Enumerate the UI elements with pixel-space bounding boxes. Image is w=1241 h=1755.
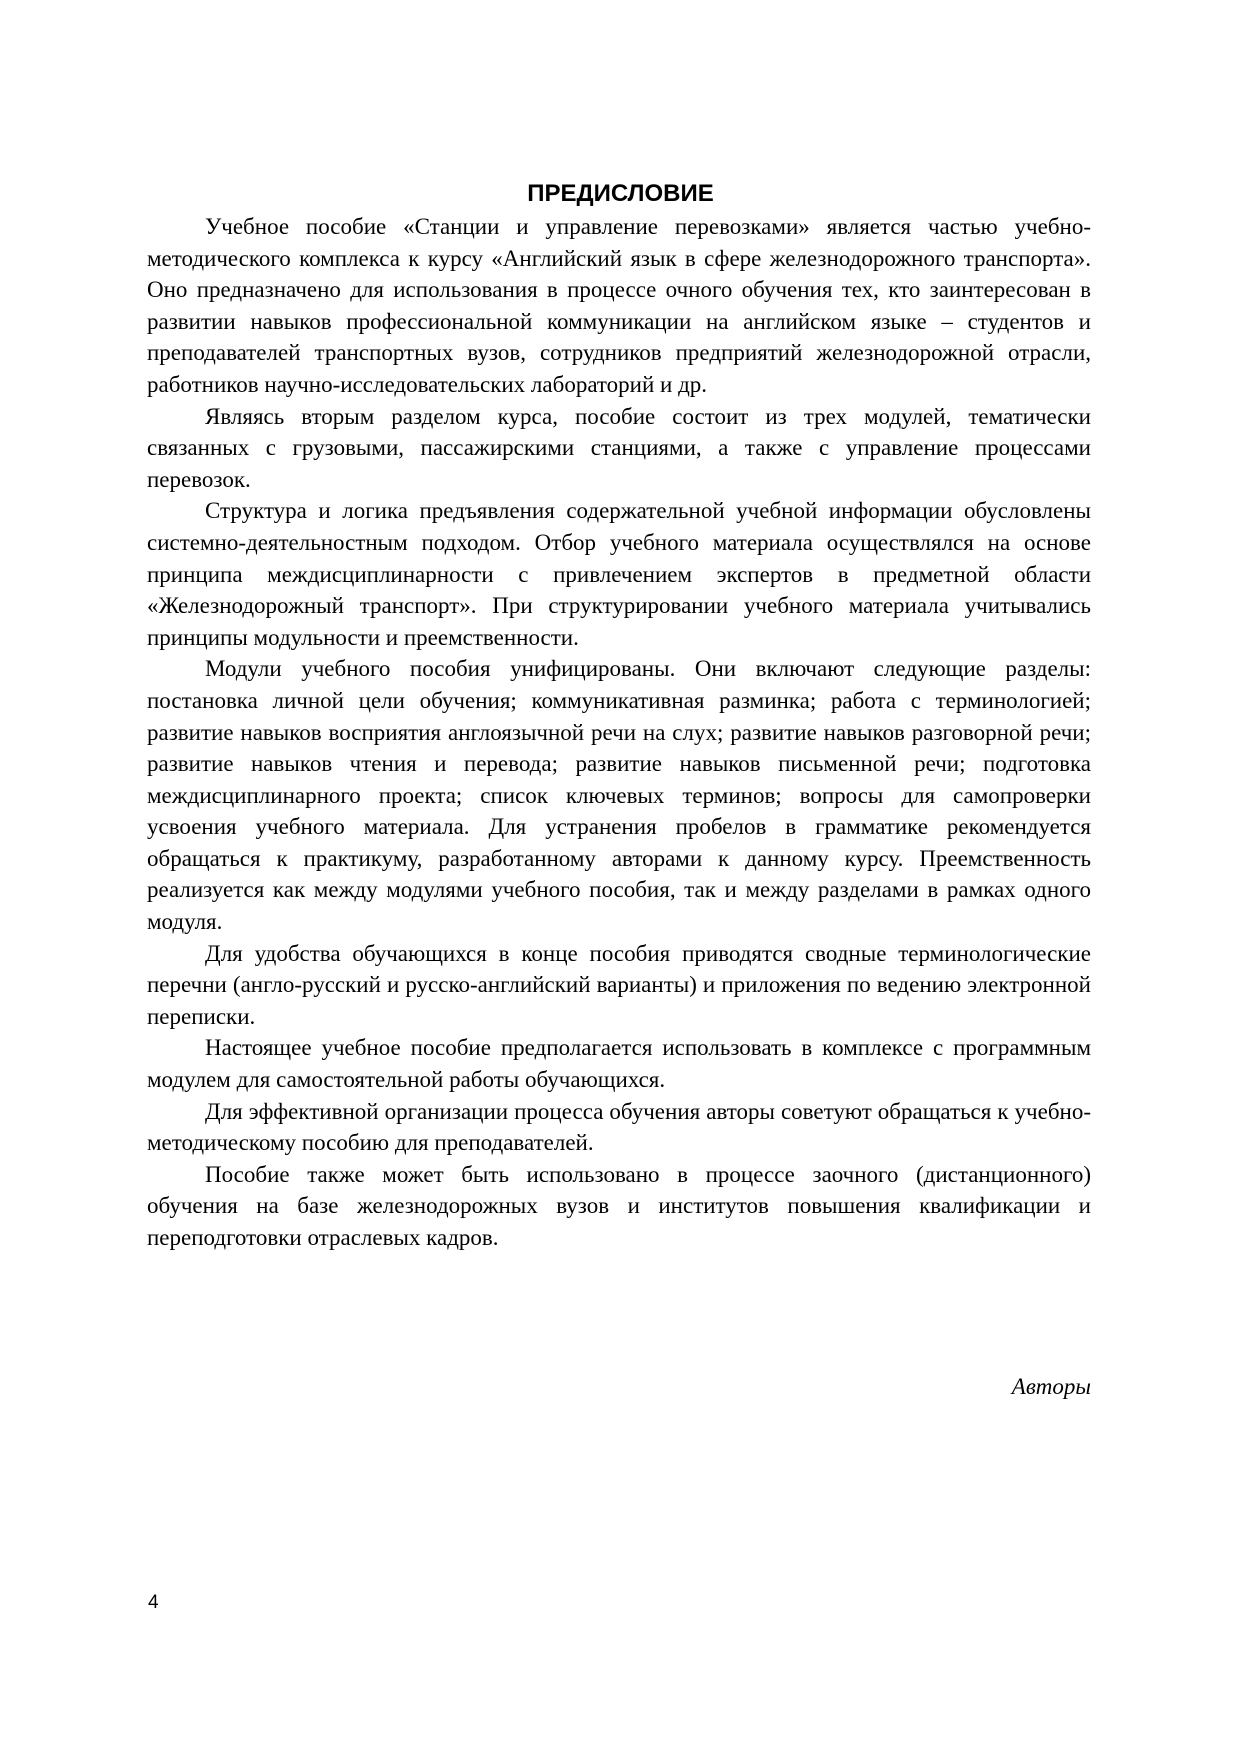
paragraph: Структура и логика предъявления содержательной учебной информации обусловлены системно-деятельностным подходом. Отбор учебного материала осуществлялся на основе принципа междисциплинарности с привлечением экспертов в предметной области «Железнодорожный транспорт». При структурировании учебного материала учитывались принципы модульности и преемственности. xyxy=(147,498,1091,650)
page-title: ПРЕДИСЛОВИЕ xyxy=(527,180,714,207)
paragraph: Учебное пособие «Станции и управление перевозками» является частью учебно-методического комплекса к курсу «Английский язык в сфере железнодорожного транспорта». Оно предназначено для использования в процессе очного обучения тех, кто заинтересован в развитии навыков профессиональной коммуникации на английском языке – студентов и преподавателей транспортных вузов, сотрудников предприятий железнодорожной отрасли, работников научно-исследовательских лабораторий и др. xyxy=(147,214,1091,397)
paragraph: Пособие также может быть использовано в процессе заочного (дистанционного) обучения на базе железнодорожных вузов и институтов повышения квалификации и переподготовки отраслевых кадров. xyxy=(147,1161,1091,1250)
paragraph: Настоящее учебное пособие предполагается использовать в комплексе с программным модулем для самостоятельной работы обучающихся. xyxy=(147,1035,1091,1093)
body-text xyxy=(147,211,1091,1254)
authors-signature: Авторы xyxy=(1011,1374,1091,1399)
paragraph: Модули учебного пособия унифицированы. Они включают следующие разделы: постановка личной цели обучения; коммуникативная разминка; работа с терминологией; развитие навыков восприятия англоязычной речи на слух; развитие навыков разговорной речи; развитие навыков чтения и перевода; развитие навыков письменной речи; подготовка междисциплинарного проекта; список ключевых терминов; вопросы для самопроверки усвоения учебного материала. Для устранения пробелов в грамматике рекомендуется обращаться к практикуму, разработанному авторами к данному курсу. Преемственность реализуется как между модулями учебного пособия, так и между разделами в рамках одного модуля. xyxy=(147,656,1091,935)
page-number: 4 xyxy=(148,1592,159,1613)
paragraph: Для удобства обучающихся в конце пособия приводятся сводные терминологические перечни (англо-русский и русско-английский варианты) и приложения по ведению электронной переписки. xyxy=(147,940,1091,1029)
paragraph: Для эффективной организации процесса обучения авторы советуют обращаться к учебно-методическому пособию для преподавателей. xyxy=(147,1098,1091,1156)
paragraph: Являясь вторым разделом курса, пособие состоит из трех модулей, тематически связанных с грузовыми, пассажирскими станциями, а также с управление процессами перевозок. xyxy=(147,403,1091,492)
